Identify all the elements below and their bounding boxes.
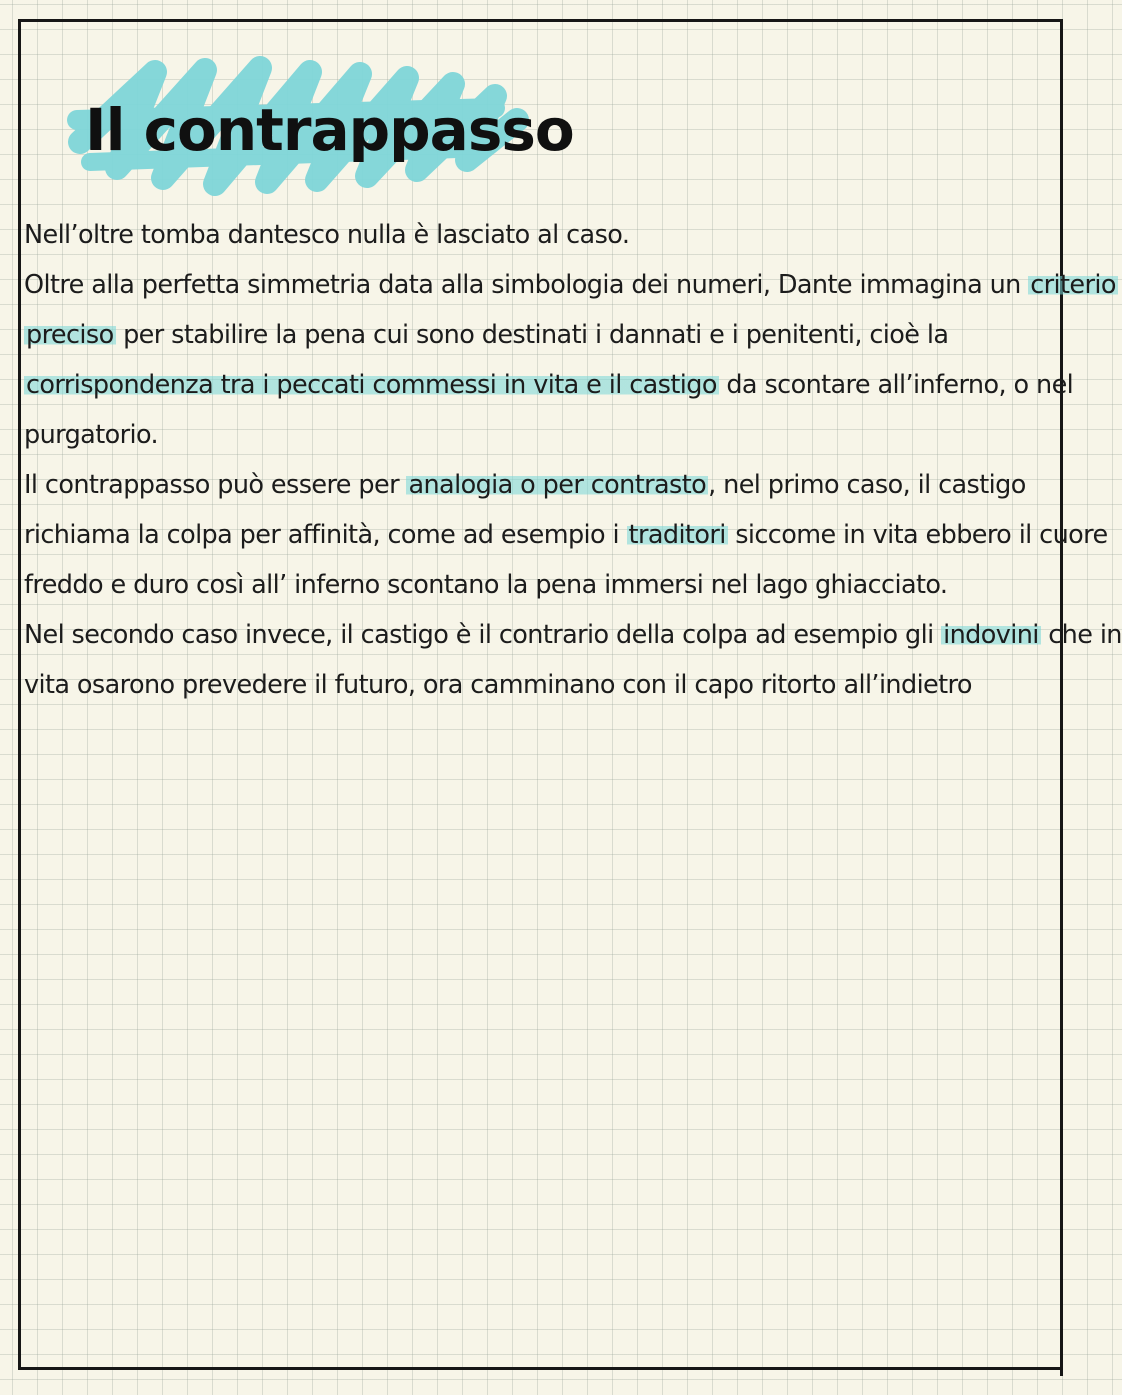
text-line	[24, 610, 1122, 660]
text-line	[24, 360, 1074, 410]
text-line	[24, 260, 1116, 310]
text-segment: per stabilire la pena cui sono destinati i dannati e i penitenti, cioè la	[115, 320, 949, 350]
text-line	[24, 560, 1060, 610]
highlighted-phrase: preciso	[26, 320, 114, 350]
text-line	[24, 660, 1060, 710]
text-line	[24, 460, 1060, 510]
page-title: Il contrappasso	[85, 96, 574, 164]
highlighted-phrase: criterio	[1030, 270, 1116, 300]
notes-body	[24, 210, 1122, 710]
text-segment: freddo e duro così all’ inferno scontano la pena immersi nel lago ghiacciato.	[24, 570, 948, 600]
text-segment: Il contrappasso può essere per	[24, 470, 407, 500]
text-segment: richiama la colpa per affinità, come ad esempio i	[24, 520, 627, 550]
highlighted-phrase: indovini	[943, 620, 1039, 650]
page-border-corner-mark	[1060, 1358, 1063, 1376]
highlighted-phrase: analogia o per contrasto	[408, 470, 707, 500]
text-segment: siccome in vita ebbero il cuore	[727, 520, 1108, 550]
text-line	[24, 210, 1060, 260]
text-line	[24, 510, 1108, 560]
text-segment: Nel secondo caso invece, il castigo è il contrario della colpa ad esempio gli	[24, 620, 942, 650]
text-segment: da scontare all’inferno, o nel	[718, 370, 1074, 400]
highlighted-phrase: traditori	[628, 520, 726, 550]
text-segment: purgatorio.	[24, 420, 159, 450]
text-line	[24, 310, 1060, 360]
text-segment: Oltre alla perfetta simmetria data alla simbologia dei numeri, Dante immagina un	[24, 270, 1029, 300]
text-segment: , nel primo caso, il castigo	[708, 470, 1026, 500]
highlighted-phrase: corrispondenza tra i peccati commessi in vita e il castigo	[26, 370, 717, 400]
text-segment: vita osarono prevedere il futuro, ora camminano con il capo ritorto all’indietro	[24, 670, 972, 700]
text-line	[24, 410, 1060, 460]
title-block	[55, 50, 574, 200]
text-segment: Nell’oltre tomba dantesco nulla è lasciato al caso.	[24, 220, 630, 250]
text-segment: che in	[1040, 620, 1122, 650]
